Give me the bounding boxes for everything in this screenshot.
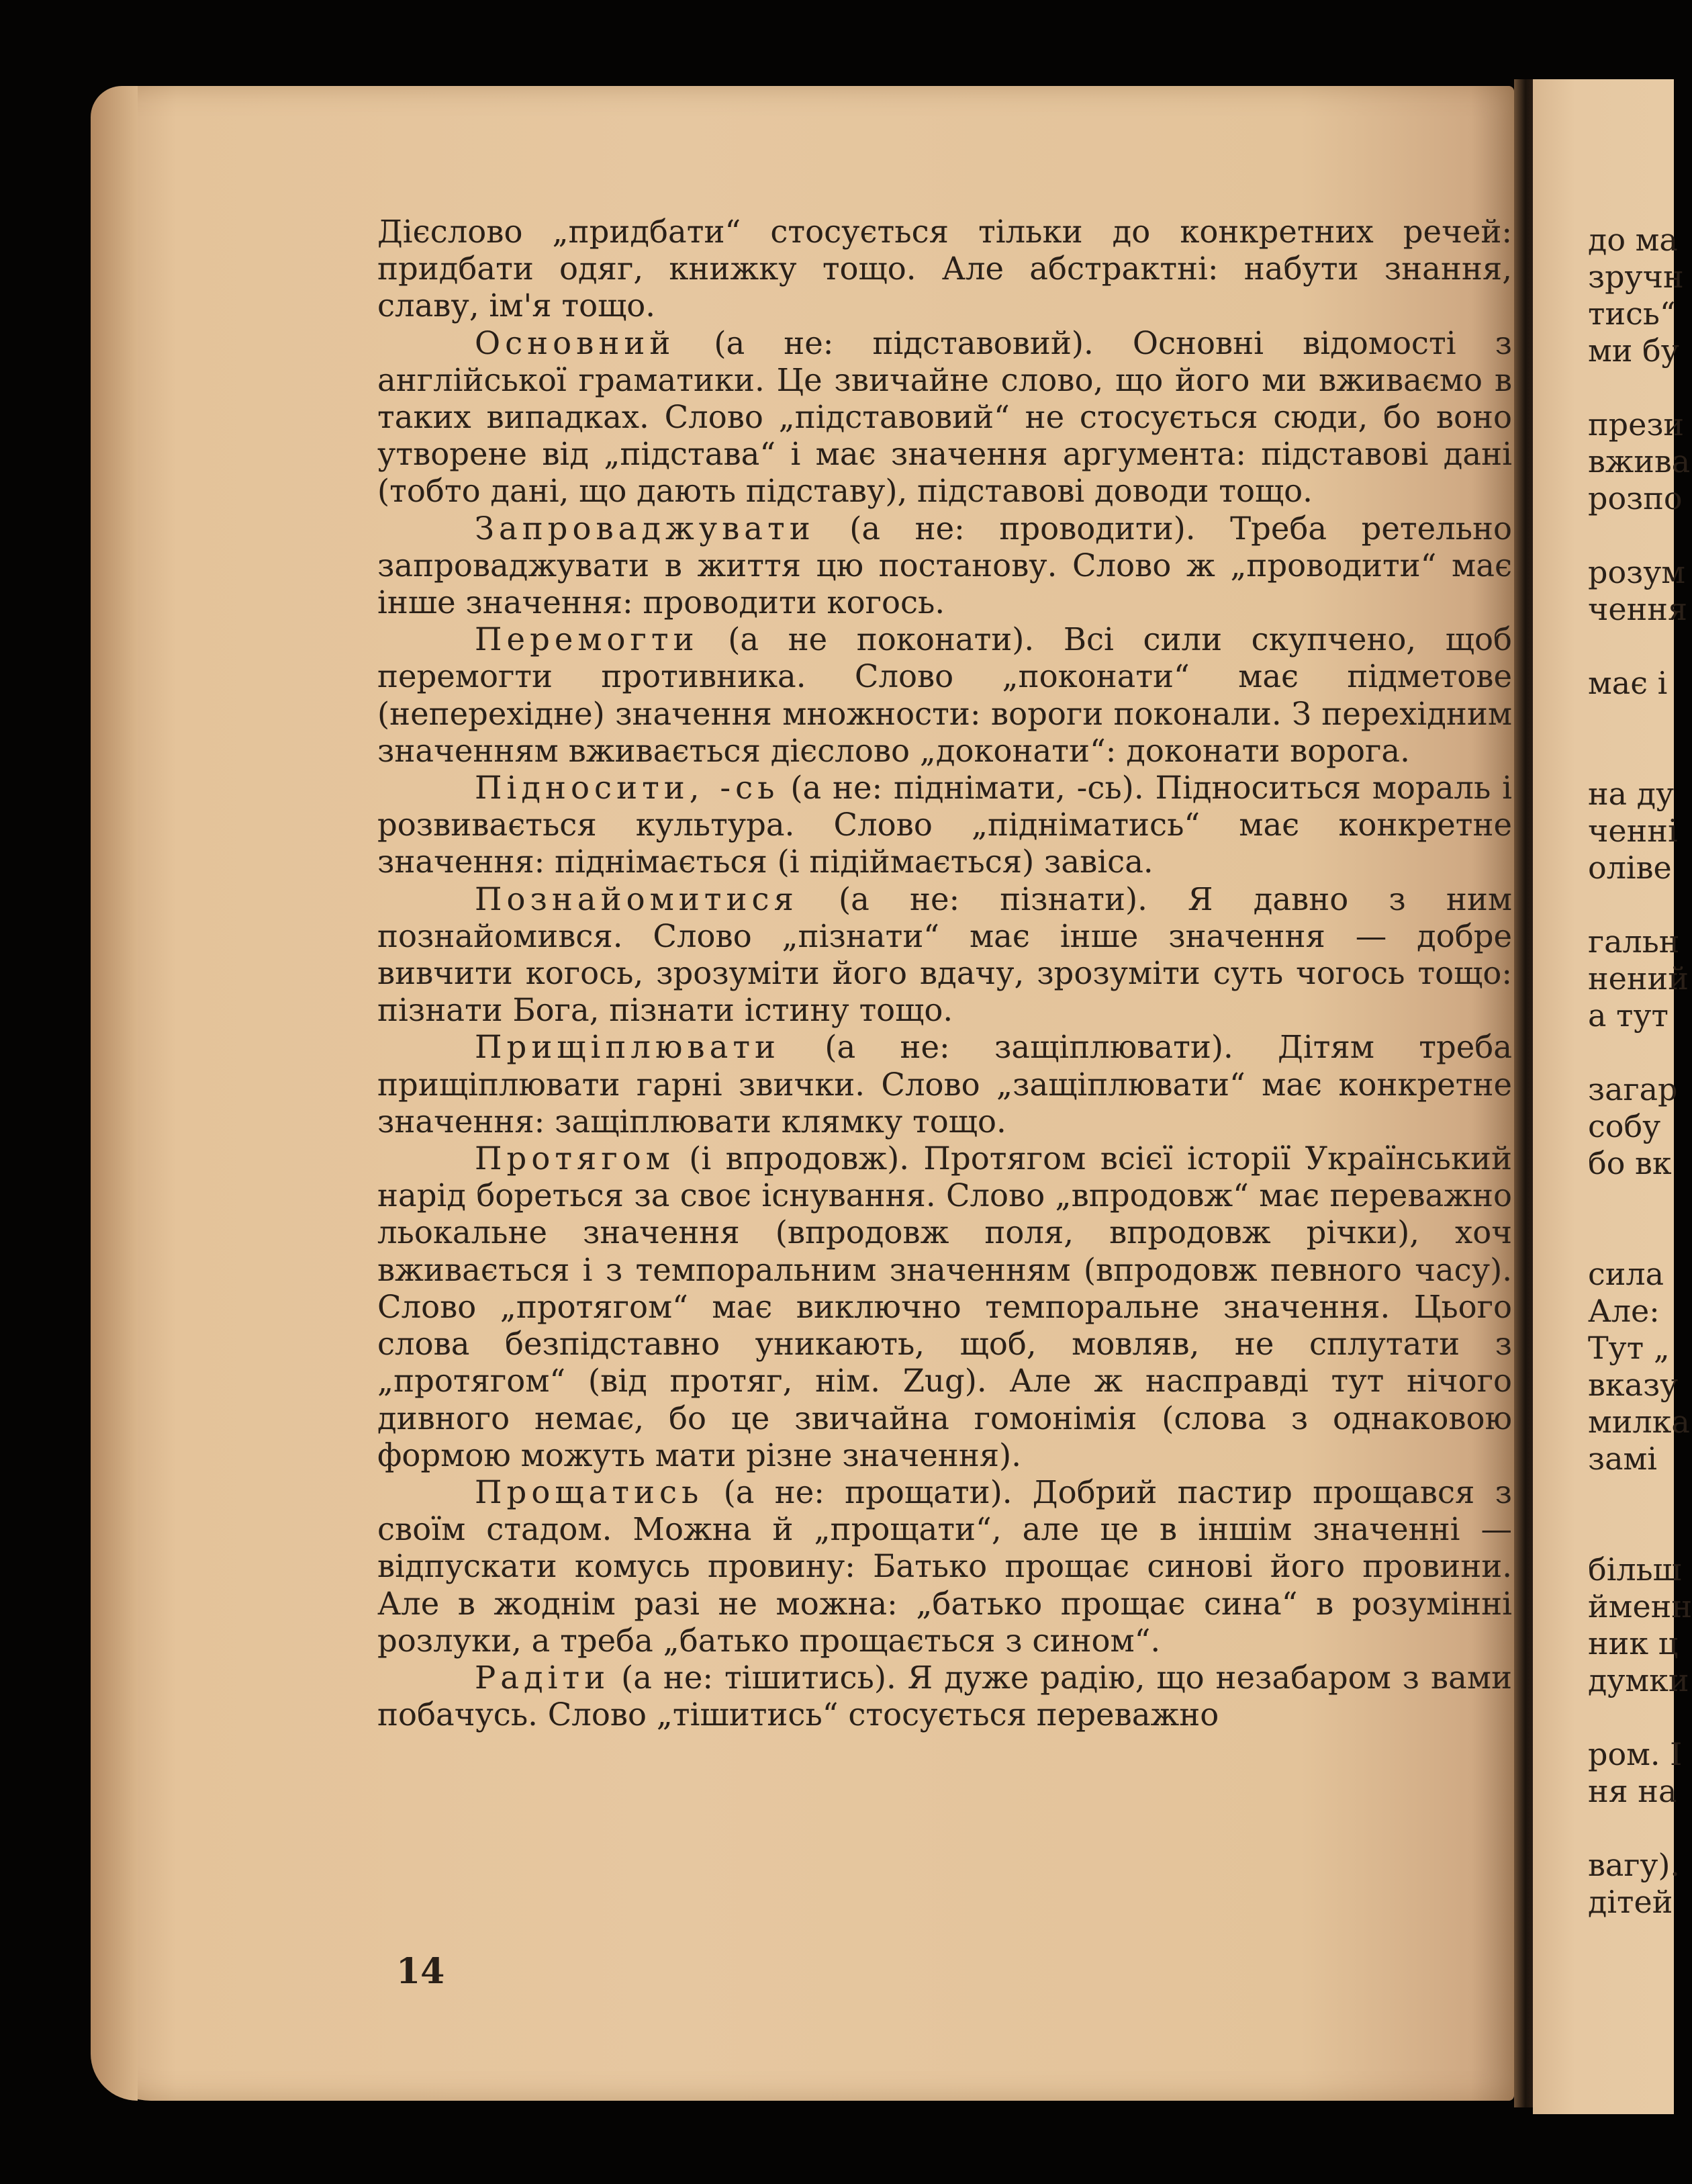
right-page-line <box>1588 886 1674 923</box>
right-page-line: ром. І <box>1588 1736 1683 1772</box>
right-page-line: думки <box>1588 1662 1689 1698</box>
paragraph <box>377 621 1512 770</box>
entry-term: Протягом <box>475 1140 675 1177</box>
paragraph-text: (а не: піднімати, -сь). Підноситься мораль і розвивається культура. Слово „підніматись“ має конкретне значення: піднімається (і підіймається) завіса. <box>377 770 1512 880</box>
right-page-line <box>1588 702 1674 739</box>
entry-term: Запроваджувати <box>475 510 815 547</box>
paragraph-text: (а не: проводити). Треба ретельно запроваджувати в життя цю постанову. Слово ж „проводити“ має інше значення: проводити когось. <box>377 510 1512 621</box>
right-page-line <box>1588 628 1674 665</box>
right-page-line: ня на <box>1588 1773 1677 1809</box>
right-page-line: зручн <box>1588 259 1684 295</box>
right-page-line <box>1588 1034 1674 1071</box>
right-page-line <box>1588 1514 1674 1551</box>
right-page-line: дітей <box>1588 1884 1673 1920</box>
entry-term: Радіти <box>475 1659 610 1696</box>
paragraph-text: (а не: тішитись). Я дуже радію, що незабаром з вами побачусь. Слово „тішитись“ стосується переважно <box>377 1659 1512 1733</box>
right-page-line <box>1588 1182 1674 1219</box>
right-page-line <box>1588 1477 1674 1514</box>
right-page-line: Тут „ <box>1588 1330 1670 1366</box>
right-page-line <box>1588 1699 1674 1736</box>
entry-term: Прищіплювати <box>475 1029 781 1066</box>
paragraph-text: (і впродовж). Протягом всієї історії Український нарід бореться за своє існування. Слово „впродовж“ має переважно льокальне значення (впродовж поля, впродовж річки), хоч вживається і з темпоральним значенням (впродовж певного часу). Слово „протягом“ має виключно темпоральне значення. Цього слова безпідставно уникають, щоб, мовляв, не сплутати з „протягом“ (від протяг, нім. Zug). Але ж насправді тут нічого дивного немає, бо це звичайна гомонімія (слова з однаковою формою можуть мати різне значення). <box>377 1140 1512 1473</box>
right-page-line: бо вк <box>1588 1145 1672 1181</box>
right-page-line: більш <box>1588 1551 1682 1588</box>
paragraph-text: (а не: прощати). Добрий пастир прощався з своїм стадом. Можна й „прощати“, але це в іншім значенні — відпускати комусь провину: Батько прощає синові його провини. Але в жоднім разі не можна: „батько прощає сина“ в розумінні розлуки, а треба „батько прощається з сином“. <box>377 1473 1512 1659</box>
paragraph-text: (а не: підставовий). Основні відомості з англійської граматики. Це звичайне слово, що його ми вживаємо в таких випадках. Слово „підставовий“ не стосується сюди, бо воно утворене від „підстава“ і має значення аргумента: підставові дані (тобто дані, що дають підставу), підставові доводи тощо. <box>377 324 1512 510</box>
paragraph <box>377 1474 1512 1659</box>
paragraph-text: Дієслово „придбати“ стосується тільки до конкретних речей: придбати одяг, книжку тощо. Але абстрактні: набути знання, славу, ім'я тощо. <box>377 214 1512 324</box>
right-page-line: має і <box>1588 665 1668 701</box>
right-page-line: на ду <box>1588 776 1675 812</box>
page-number: 14 <box>396 1951 445 1992</box>
right-page-line: розпо <box>1588 480 1683 516</box>
right-page-line: собу <box>1588 1108 1661 1144</box>
right-page-line: чення <box>1588 591 1687 627</box>
entry-term: Основний <box>475 324 675 361</box>
right-page-line: нений <box>1588 960 1689 997</box>
paragraph-text: (а не: защіплювати). Дітям треба прищіплювати гарні звички. Слово „защіплювати“ має конкретне значення: защіплювати клямку тощо. <box>377 1029 1512 1140</box>
right-page-line: прези <box>1588 406 1685 443</box>
right-page-line: розум <box>1588 554 1686 590</box>
entry-term: Познайомитися <box>475 880 798 917</box>
main-text <box>377 214 1512 1733</box>
right-page-line: загар <box>1588 1071 1678 1107</box>
page-edge <box>91 86 138 2101</box>
paragraph <box>377 214 1512 325</box>
right-page-line: замі <box>1588 1441 1658 1477</box>
right-page-line: ми бу <box>1588 332 1679 369</box>
right-page-line <box>1588 369 1674 406</box>
right-page-line: ник ц <box>1588 1625 1679 1662</box>
right-page-line <box>1588 1810 1674 1847</box>
right-page-line: сила <box>1588 1256 1664 1292</box>
right-page-line <box>1588 517 1674 554</box>
entry-term: Прощатись <box>475 1473 704 1510</box>
right-page-line: вказу <box>1588 1367 1679 1403</box>
paragraph <box>377 770 1512 881</box>
paragraph <box>377 510 1512 622</box>
right-page-line: ченні <box>1588 813 1678 849</box>
paragraph <box>377 1029 1512 1140</box>
right-page-line: тись“ <box>1588 295 1676 332</box>
right-page-line <box>1588 1219 1674 1256</box>
paragraph <box>377 1140 1512 1474</box>
paragraph <box>377 1659 1512 1733</box>
right-page-line: оліве <box>1588 850 1672 886</box>
entry-term: Підносити, -сь <box>475 770 780 807</box>
right-page-line: вжива <box>1588 443 1691 480</box>
paragraph-text: (а не: пізнати). Я давно з ним познайомився. Слово „пізнати“ має інше значення — добре вивчити когось, зрозуміти його вдачу, зрозуміти суть чогось тощо: пізнати Бога, пізнати істину тощо. <box>377 880 1512 1029</box>
right-page-line: Але: <box>1588 1293 1660 1329</box>
paragraph <box>377 881 1512 1030</box>
entry-term: Перемогти <box>475 621 699 658</box>
right-page-line <box>1588 739 1674 776</box>
right-page-line: а тут <box>1588 997 1669 1034</box>
right-page-text <box>1588 222 1692 1921</box>
paragraph <box>377 325 1512 510</box>
book-gutter <box>1514 79 1533 2107</box>
right-page-line: гальн <box>1588 923 1680 960</box>
right-page-line: до ма <box>1588 222 1678 258</box>
right-page-line: милка <box>1588 1404 1690 1440</box>
right-page-line: вагу). <box>1588 1847 1681 1883</box>
right-page-line: йменн <box>1588 1588 1692 1625</box>
paragraph-text: (а не поконати). Всі сили скупчено, щоб перемогти противника. Слово „поконати“ має підметове (неперехідне) значення множности: вороги поконали. З перехідним значенням вживається дієслово „доконати“: доконати ворога. <box>377 621 1512 769</box>
